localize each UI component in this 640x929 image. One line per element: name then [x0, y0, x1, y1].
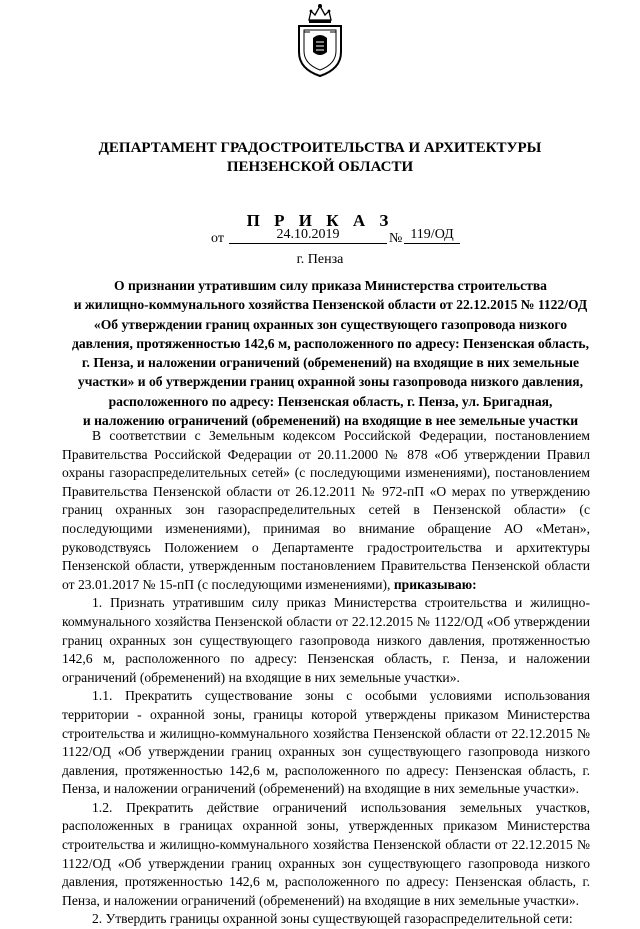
- heading-line: участки» и об утверждении границ охранной зоны газопровода низкого давления,: [77, 374, 584, 390]
- clause-1: 1. Признать утратившим силу приказ Министерства строительства и жилищно-коммунального хозяйства Пензенской области от 22.12.2015 № 1122/ОД «Об утверждении границ охранных зон существующего газопровода низкого давления, протяженностью 142,6 м, расположенного по адресу: Пензенская область, г. Пенза, и наложении ограничений (обременений) на входящие в них земельные участки».: [62, 595, 590, 685]
- number-label: №: [389, 231, 403, 246]
- date-label: от: [211, 231, 224, 246]
- heading-line: О признании утратившим силу приказа Министерства строительства: [114, 278, 547, 293]
- heading-line: и наложению ограничений (обременений) на входящие в нее земельные участки: [82, 413, 579, 429]
- heading-line: г. Пенза, и наложении ограничений (обременений) на входящие в них земельные: [81, 355, 580, 371]
- department-name-line-2: ПЕНЗЕНСКОЙ ОБЛАСТИ: [226, 159, 414, 175]
- preamble-paragraph: [62, 427, 590, 594]
- clause-1-1: 1.1. Прекратить существование зоны с особыми условиями использования территории - охранной зоны, границы которой утверждены приказом Министерства строительства и жилищно-коммунального хозяйства Пензенской области от 22.12.2015 № 1122/ОД «Об утверждении границ охранных зон существующего газопровода низкого давления, протяженностью 142,6 м, расположенного по адресу: Пензенская область, г. Пенза, и наложении ограничений (обременений) на входящие в них земельные участки».: [62, 688, 590, 797]
- coat-of-arms-emblem: [296, 2, 344, 78]
- heading-line: расположенного по адресу: Пензенская область, г. Пенза, ул. Бригадная,: [108, 393, 553, 409]
- heading-line: «Об утверждении границ охранных зон существующего газопровода низкого: [93, 316, 568, 332]
- clause-2: 2. Утвердить границы охранной зоны существующей газораспределительной сети:: [92, 911, 573, 927]
- order-date: 24.10.2019: [229, 225, 387, 244]
- order-heading: [58, 276, 603, 430]
- heading-line: давления, протяженностью 142,6 м, расположенного по адресу: Пензенская область,: [71, 335, 589, 351]
- order-body: [62, 427, 590, 929]
- clause-1-2: 1.2. Прекратить действие ограничений использования земельных участков, расположенных в границах охранной зоны, утвержденных приказом Министерства строительства и жилищно-коммунального хозяйства Пензенской области от 22.12.2015 № 1122/ОД «Об утверждении границ охранных зон существующего газопровода низкого давления, протяженностью 142,6 м, расположенного по адресу: Пензенская область, г. Пенза, и наложении ограничений (обременений) на входящие в них земельные участки».: [62, 799, 590, 908]
- order-directive: приказываю:: [393, 576, 477, 592]
- department-name-line-1: ДЕПАРТАМЕНТ ГРАДОСТРОИТЕЛЬСТВА И АРХИТЕКТУРЫ: [98, 140, 542, 156]
- order-number: 119/ОД: [404, 225, 460, 244]
- order-title: П Р И К А З: [246, 211, 394, 230]
- preamble-text: В соответствии с Земельным кодексом Российской Федерации, постановлением Правительства Российской Федерации от 20.11.2000 № 878 «Об утверждении Правил охраны газораспределительных сетей» (с последующими изменениями), постановлением Правительства Пензенской области от 26.12.2011 № 972-пП «О мерах по утверждению границ охранных зон газораспределительных сетей в Пензенской области» (с последующими изменениями), принимая во внимание обращение АО «Метан», руководствуясь Положением о Департаменте градостроительства и архитектуры Пензенской области, утвержденным постановлением Правительства Пензенской области от 23.01.2017 № 15-пП (с последующими изменениями),: [62, 428, 590, 592]
- city: г. Пенза: [296, 252, 344, 267]
- heading-line: и жилищно-коммунального хозяйства Пензенской области от 22.12.2015 № 1122/ОД: [73, 297, 588, 313]
